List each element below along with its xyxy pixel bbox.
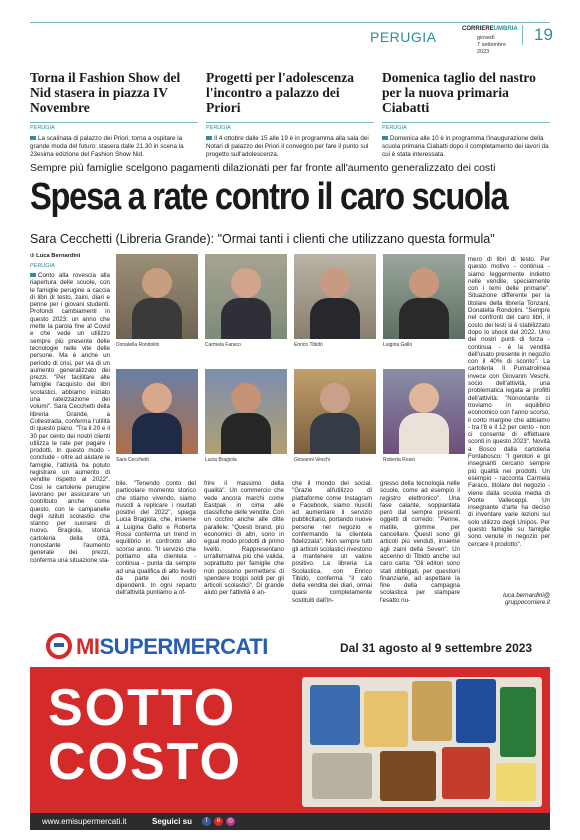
ad-brand: MISUPERMERCATI xyxy=(76,634,268,659)
supermarket-advertisement[interactable] xyxy=(30,625,550,830)
photo-grid xyxy=(116,254,466,474)
ad-follow-label: Seguici su xyxy=(152,817,193,826)
bullet-icon xyxy=(206,136,212,140)
teaser-ciabatti[interactable] xyxy=(382,70,550,159)
teaser-fashion-show[interactable] xyxy=(30,70,198,159)
milk-carton-icon xyxy=(496,763,536,801)
page-header xyxy=(30,22,553,64)
pasta-box-icon xyxy=(310,685,360,745)
article-kicker: Sempre più famiglie scelgono pagamenti dilazionati per far fronte all'aumento generalizzato dei costi xyxy=(30,162,496,174)
photo-caption: Carmela Faraco xyxy=(205,342,241,348)
newspaper-logo: CORRIEREUMBRIA xyxy=(462,26,518,32)
canned-food-icon xyxy=(312,753,372,799)
teaser-body: Il 4 ottobre dalle 15 alle 19 è in programma alla sala dei Notari di palazzo dei Priori il convegno per fare il punto sul progetto sull'adolescenza. xyxy=(206,135,369,158)
photo-enrico-tibido[interactable] xyxy=(294,254,376,339)
facebook-icon[interactable]: f xyxy=(202,817,211,826)
byline: di Luca Bernardini xyxy=(30,253,81,259)
section-label: PERUGIA xyxy=(370,29,437,45)
photo-caption: Roberta Rossi xyxy=(383,457,415,463)
article-column-6: mero di libri di testo. Per questo motivo - continua - siamo leggermente indietro nelle vendite, specialmente con i temi delle primarie". Situazione differente per la titolare della libreria Tonzani, Donatella Rondolini. "Sempre nel confronti del caro libri, il costo dei testi si è stabilizzato dopo lo shock del 2022. Uno dei nostri punti di forza - continua - è la vendita dell'usato presente in negozio con il 40% di sconto". La cartoleria Il Pumatrolinea invece con Giovanni Veschi, socio dell'attività, una problematica legata ai profitti dell'attività: "Nonostante ci troviamo in equilibrio economico con l'anno scorso, il corto margine che abbiamo - tra l'8 e il 12 per cento - non ci consente di effettuare sconti in questo 2023". Novità a Bosco dalla cartoleria Fontabosco: "I genitori e gli insegnanti cercano sempre più qualità nei prodotti. Un esempio - racconta Carmela Faraco, titolare del negozio - viene dalla scuola media di Ponte Valleceppi. Un insegnante d'arte ha deciso di inventare varie lezioni sul solo utilizzo degli Unipos. Per questo famiglie su famiglie sono venute in negozio per cercare il prodotto". xyxy=(468,256,550,548)
teaser-tag: PERUGIA xyxy=(206,122,374,131)
crackers-box-icon xyxy=(412,681,452,741)
photo-caption: Donatella Rondolini xyxy=(116,342,160,348)
photo-sara-cecchetti[interactable] xyxy=(116,369,198,454)
photo-luigina-gallo[interactable] xyxy=(383,254,465,339)
photo-caption: Giovanni Veschi xyxy=(294,457,330,463)
article-column-4: che il mondo dei social. "Grazie all'utilizzo di piattaforme come Instagram e Facebook, siamo riusciti ad aumentare il servizio pubblicitario, portando nuove persone nel negozio e confermando la clientela fidelizzata". Non sempre tutti gli articoli scolastici rivestono a mantenere un valore positivo. La libreria La Scolastica, con Enrico Tibidò, conferma "il calo della vendita dei diari, ormai quasi completamente sostituiti dall'in- xyxy=(292,480,372,604)
header-divider xyxy=(522,25,523,45)
article-column-2: bile. "Tenendo conto del particolare momento storico che stiamo vivendo, siamo riusciti a replicare i risultati positivi del 2022", spiega Lucia Bragiola, che, insieme a Luigina Gallo e Roberta Rossi conferma un trend in equilibrio in confronto allo scorso anno. "Il servizio che portiamo alla clientela - continua - punta da sempre ad una qualifica di alto livello da parte dei nostri dipendenti. In ogni reparto dell'attività puntiamo a of- xyxy=(116,480,196,597)
instagram-icon[interactable]: ◎ xyxy=(227,818,234,824)
article-headline[interactable]: Spesa a rate contro il caro scuola xyxy=(30,176,508,218)
teaser-title: Torna il Fashion Show del Nid stasera in piazza IV Novembre xyxy=(30,70,181,115)
photo-roberta-rossi[interactable] xyxy=(383,369,465,454)
bullet-icon xyxy=(382,136,388,140)
article-column-3: frire il massimo della qualità". Un commercio che vede ancora marchi come Eastpak in cima alle classifiche delle vendite. Con un occhio anche alle ditte parallele: "Questi brand, più economici di altri, sono in egual modo prodotti di primo livello. Rappresentano un'alternativa più che valida, soprattutto per famiglie che non possono permettersi di spendere troppi soldi per gli articoli scolastici". Di grande aiuto per l'attività è an- xyxy=(204,480,284,597)
ad-dates: Dal 31 agosto al 9 settembre 2023 xyxy=(340,641,533,655)
ad-website-link[interactable]: www.emisupermercati.it xyxy=(42,817,127,826)
photo-donatella-rondolini[interactable] xyxy=(116,254,198,339)
article-tag: PERUGIA xyxy=(30,263,55,269)
ad-headline: SOTTO COSTO xyxy=(48,679,242,791)
email-icon[interactable]: e xyxy=(214,817,223,826)
photo-giovanni-veschi[interactable] xyxy=(294,369,376,454)
nutella-jar-icon xyxy=(380,751,436,801)
top-teasers xyxy=(30,70,550,158)
photo-caption: Enrico Tibidò xyxy=(294,342,323,348)
bullet-icon xyxy=(30,273,36,277)
teaser-title: Domenica taglio del nastro per la nuova primaria Ciabatti xyxy=(382,70,536,115)
photo-caption: Lucia Bragiola xyxy=(205,457,237,463)
article-subheadline: Sara Cecchetti (Libreria Grande): "Ormai tanti i clienti che utilizzano questa formula" xyxy=(30,232,495,246)
author-name: Luca Bernardini xyxy=(36,253,81,259)
teaser-tag: PERUGIA xyxy=(30,122,198,131)
bullet-icon xyxy=(30,136,36,140)
ad-header xyxy=(30,625,550,667)
teaser-tag: PERUGIA xyxy=(382,122,550,131)
coffee-pack-icon xyxy=(442,747,490,799)
detergent-bottle-icon xyxy=(456,679,496,743)
teaser-body: La scalinata di palazzo dei Priori, torna a ospitare la grande moda del futuro: stasera dalle 21.30 in scena la 23esima edizione del Fashion Show Nid. xyxy=(30,135,184,158)
photo-lucia-bragiola[interactable] xyxy=(205,369,287,454)
teaser-body: Domenica alle 10 è in programma l'inaugurazione della scuola primaria Ciabatti dopo il completamento dei lavori da cui è stata interessata. xyxy=(382,135,549,158)
dixan-box-icon xyxy=(500,687,536,757)
author-email: luca.bernardini@ gruppocorriere.it xyxy=(503,592,550,607)
page-number: 19 xyxy=(534,25,553,44)
e-logo-icon xyxy=(46,633,72,659)
issue-date: giovedì 7 settembre 2023 xyxy=(477,35,507,55)
photo-carmela-faraco[interactable] xyxy=(205,254,287,339)
ad-products-image xyxy=(302,677,542,807)
photo-caption: Sara Cecchetti xyxy=(116,457,149,463)
teaser-title: Progetti per l'adolescenza l'incontro a palazzo dei Priori xyxy=(206,70,354,115)
teaser-adolescenza[interactable] xyxy=(206,70,374,159)
biscuit-bag-icon xyxy=(364,691,408,747)
photo-caption: Luigina Gallo xyxy=(383,342,413,348)
article-column-5: gresso della tecnologia nelle scuole, come ad esempio il registro elettronico". Una fase calante, soppiantata però dal sempre presenti oggetti di corredo: "Penne, matite, gomme per cancellare. Questi sono gli articoli più venduti, insieme agli zaini della Seven". Un accenno di Tibidò anche sul caro carta: "Gli editori sono stati obbligati, per questioni finanziarie, ad aspettare la fine della campagna scolastica per stampare l'esatto nu- xyxy=(380,480,460,604)
ad-footer xyxy=(30,813,550,830)
article-column-1: Conto alla rovescia alla riapertura delle scuole, con le famiglie perugine a caccia di libri di testo, zaini, diari e penne per i giovani studenti. Profondi cambiamenti in questo 2023: un anno che mette la parola fine al Covid e che vede un utilizzo sempre più presente delle tecnologie nelle vite delle persone. Ma è anche un periodo di crisi, per via di un aumento generalizzato dei prezzi. "Per facilitare alle famiglie l'acquisto dei libri scolastici, abbiamo iniziato una rateizzazione dei volumi". Sara Cecchetti della libreria Grande, a Collestrada, conferma l'utilità di questo piano. "Tra il 20 e il 30 per cento dei nostri clienti utilizza le rate per pagare i prodotti. In questo modo - conclude - oltre ad aiutare le famiglie, l'attività ha potuto registrare un aumento di vendite rispetto al 2022". Così le cartolerie perugine lavorano per assicurare un contributo anche come questo, con le campanelle degli istituti scolastici che stanno per suonare di nuovo. Bragiola, storica cartoleria della città, nonostante l'aumento generale dei prezzi, conferma una situazione sta- xyxy=(30,272,110,564)
